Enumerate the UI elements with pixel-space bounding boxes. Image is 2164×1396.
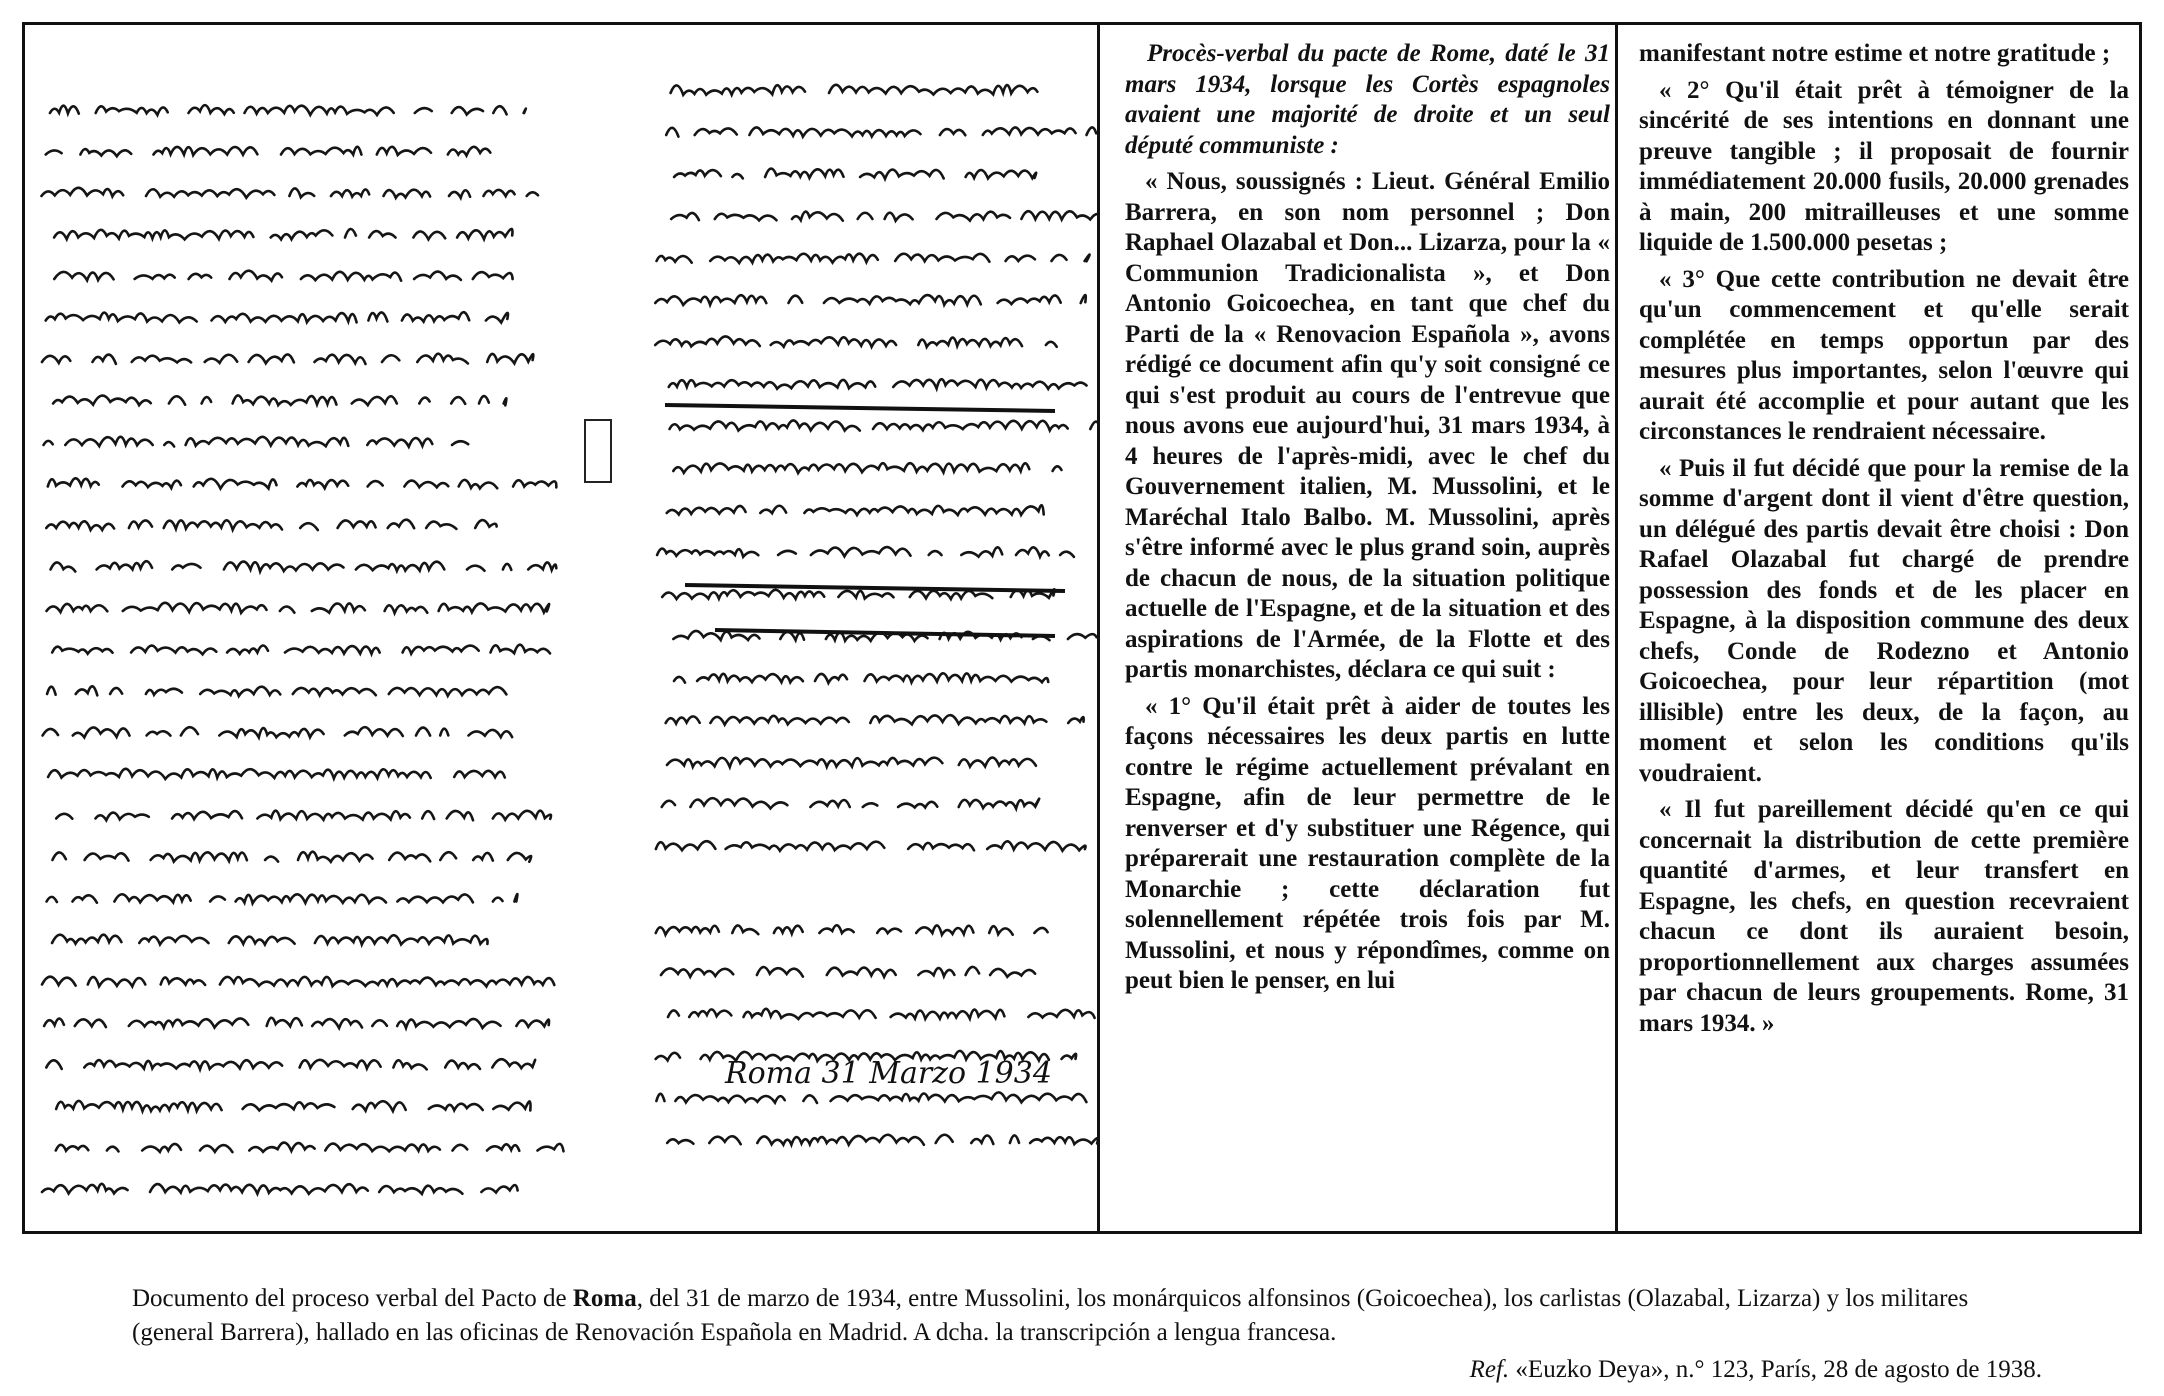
handwriting-stroke — [661, 967, 1035, 977]
handwriting-stroke — [670, 420, 1097, 430]
handwriting-stroke — [46, 147, 511, 156]
handwriting-stroke — [52, 645, 573, 655]
handwriting-stroke — [655, 336, 1080, 346]
handwriting-stroke — [47, 603, 550, 613]
column-divider — [1097, 25, 1100, 1231]
handwriting-stroke — [674, 169, 1052, 179]
handwriting-stroke — [56, 811, 551, 821]
transcription-paragraph: « Puis il fut décidé que pour la remise de la somme d'argent dont il vient d'être question, un délégué des partis devait être choisi : Don Rafael Olazabal fut chargé de prendre possession des fonds et de les placer en Espagne, à la disposition commune des deux chefs, Conde de Rodezno et Antonio Goicoechea, pour leur répartition (mot illisible) entre les deux, de la façon, au moment et selon les conditions qu'ils voudraient. — [1639, 454, 2129, 787]
figure-caption — [132, 1282, 2032, 1350]
handwriting-stroke — [656, 841, 1086, 851]
handwriting-stroke — [53, 395, 506, 405]
handwriting-stroke — [47, 686, 522, 696]
handwriting-stroke — [666, 715, 1084, 724]
transcription-paragraph: « 3° Que cette contribution ne devait être qu'un commencement et qu'elle serait complétée en temps opportun par des mesures plus importantes, selon l'œuvre qui aurait été accomplie et pour autant que les circonstances le rendraient nécessaire. — [1639, 265, 2129, 445]
handwriting-stroke — [662, 798, 1039, 808]
handwriting-stroke — [655, 295, 1086, 305]
handwriting-stroke — [46, 312, 508, 322]
reference-label: Ref. — [1469, 1356, 1510, 1383]
handwriting-stroke — [667, 1135, 1097, 1145]
handwriting-stroke — [51, 561, 557, 571]
handwriting-stroke — [54, 229, 512, 239]
handwriting-stroke — [46, 1059, 535, 1069]
handwriting-stroke — [673, 463, 1084, 473]
handwriting-stroke — [656, 1092, 1086, 1103]
column-divider — [1615, 25, 1618, 1231]
handwriting-stroke — [44, 437, 487, 447]
manuscript-date-line: Roma 31 Marzo 1934 — [725, 1056, 1052, 1091]
handwriting-stroke — [657, 254, 1090, 263]
handwriting-stroke — [42, 1184, 541, 1194]
handwriting-stroke — [48, 769, 516, 779]
caption-text: Documento del proceso verbal del Pacto de — [132, 1285, 573, 1312]
handwriting-stroke — [667, 758, 1053, 767]
handwriting-stroke — [50, 105, 539, 115]
caption-bold-word: Roma — [572, 1285, 637, 1312]
strike-through — [665, 405, 1055, 411]
margin-mark — [585, 420, 611, 482]
handwriting-stroke — [54, 271, 512, 281]
handwriting-stroke — [44, 1018, 549, 1028]
handwriting-stroke — [656, 925, 1048, 934]
transcription-paragraph: « 1° Qu'il était prêt à aider de toutes les façons nécessaires les deux partis en lutte contre le régime actuellement prévalant en Espagne, afin de leur permettre de le renverser et d'y substituer une Régence, qui préparerait une restauration complète de la Monarchie ; cette déclaration fut solennellement répétée trois fois par M. Mussolini, et nous y répondîmes, comme on peut bien le penser, en lui — [1125, 692, 1610, 994]
source-reference — [1470, 1355, 2042, 1385]
transcription-column-1 — [1125, 39, 1610, 1221]
transcription-paragraph: « Nous, soussignés : Lieut. Général Emilio Barrera, en son nom personnel ; Don Raphael Olazabal et Don... Lizarza, pour la « Communion Tradicionalista », et Don Antonio Goicoechea, en tant que chef du Parti de la « Renovacion Española », avons rédigé ce document afin qu'y soit consigné ce qui s'est produit au cours de l'entrevue que nous avons eue aujourd'hui, 31 mars 1934, à 4 heures de l'après-midi, avec le chef du Gouvernement italien, M. Mussolini, et le Maréchal Italo Balbo. M. Mussolini, après s'être informé avec le plus grand soin, auprès de chacun de nous, de la situation politique actuelle de l'Espagne, et de la situation et des aspirations de l'Armée, de la Flotte et des partis monarchistes, déclara ce qui suit : — [1125, 168, 1610, 683]
handwritten-manuscript-image — [25, 25, 1097, 1231]
handwriting-stroke — [42, 354, 556, 364]
handwriting-stroke — [666, 127, 1096, 136]
handwriting-stroke — [674, 673, 1048, 683]
transcription-paragraph: « 2° Qu'il était prêt à témoigner de la sincérité de ses intentions en donnant une preuve tangible ; il proposait de fournir immédiatement 20.000 fusils, 20.000 grenades à main, 200 mitrailleuses et une somme liquide de 1.500.000 pesetas ; — [1639, 76, 2129, 256]
handwriting-stroke — [52, 935, 487, 945]
strike-through — [685, 585, 1065, 591]
handwriting-stroke — [48, 478, 557, 488]
handwriting-stroke — [657, 547, 1096, 557]
handwriting-stroke — [47, 894, 518, 903]
reference-text: «Euzko Deya», n.° 123, París, 28 de agosto de 1938. — [1509, 1356, 2042, 1383]
caption-text: , del 31 de marzo de 1934, entre Mussolini, los monárquicos alfonsinos (Goicoechea), los carlistas (Olazabal, Lizarza) y los militares (general Barrera), hallado en las oficinas de Renovación Española en Madrid. A dcha. la transcripción a lengua francesa. — [132, 1285, 1969, 1346]
handwriting-stroke — [671, 211, 1097, 221]
handwriting-stroke — [671, 85, 1038, 95]
handwriting-stroke — [46, 520, 496, 530]
transcription-paragraph: « Il fut pareillement décidé qu'en ce qui concernait la distribution de cette première quantité d'armes, et leur transfert en Espagne, les chefs, en question recevraient chacun ce dont ils auraient besoin, proportionnellement aux charges assumées par chacun de leurs groupements. Rome, 31 mars 1934. » — [1639, 796, 2129, 1037]
transcription-paragraph: manifestant notre estime et notre gratitude ; — [1639, 40, 2111, 67]
handwriting-stroke — [667, 505, 1044, 515]
handwriting-stroke — [42, 977, 566, 987]
document-frame — [22, 22, 2142, 1234]
handwriting-stroke — [52, 852, 531, 862]
handwriting-stroke — [41, 188, 553, 198]
handwriting-stroke — [56, 1101, 530, 1111]
handwriting-stroke — [669, 379, 1097, 389]
transcription-column-2 — [1639, 39, 2129, 1221]
handwriting-stroke — [56, 1143, 564, 1152]
handwriting-stroke — [43, 727, 529, 737]
transcription-heading: Procès-verbal du pacte de Rome, daté le 31 mars 1934, lorsque les Cortès espagnoles avaient une majorité de droite et un seul député communiste : — [1125, 40, 1610, 159]
handwriting-stroke — [668, 1009, 1095, 1019]
manuscript-scribbles — [25, 25, 1097, 1231]
